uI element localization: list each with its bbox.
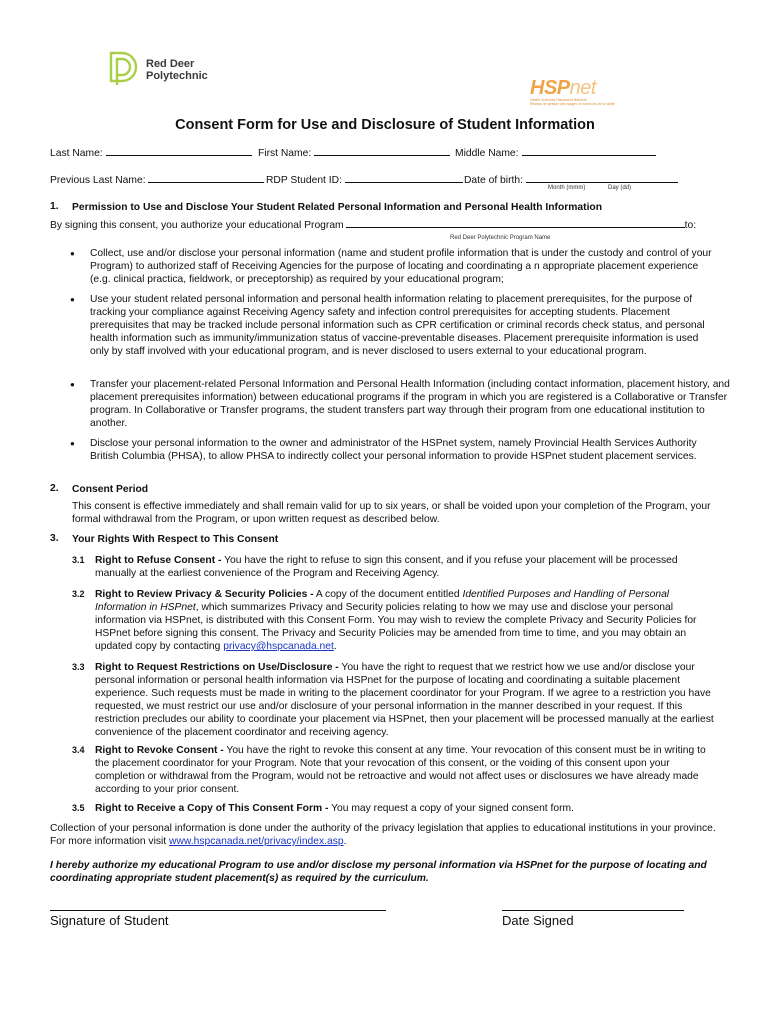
middle-name-input-line[interactable] bbox=[522, 146, 656, 156]
item-3-2-number: 3.2 bbox=[72, 589, 85, 599]
rdp-student-id-field[interactable] bbox=[266, 173, 463, 187]
item-3-5: Right to Receive a Copy of This Consent Form - You may request a copy of your signed consent form. bbox=[95, 803, 574, 814]
red-deer-polytechnic-logo bbox=[108, 50, 223, 90]
collection-statement: Collection of your personal information is done under the authority of the privacy legislation that applies to educational institutions in your province. For more information visit www.hspcanada.net/privacy/index.asp. bbox=[50, 823, 716, 847]
section1-bullet-2: Use your student related personal information and personal health information relating to placement prerequisites, for the purpose of tracking your compliance against Receiving Agency safety and infection control prerequisites for accepting students. Placement prerequisites that may be tracked include personal information such as CPR certification or criminal records check status, and personal health information such as immunity/immunization status of vaccine-preventable diseases. Placement prerequisite information is used only by staff involved with your educational program, and is never disclosed to users external to your educational program. bbox=[90, 294, 705, 357]
day-hint: Day (dd) bbox=[608, 185, 632, 191]
student-signature-line[interactable] bbox=[50, 910, 386, 911]
section2-number: 2. bbox=[50, 483, 59, 494]
rdp-logo-mark-icon bbox=[108, 50, 142, 88]
authorization-statement: I hereby authorize my educational Program to use and/or disclose my personal information via HSPnet for the purpose of locating and coordinating appropriate student placement(s) as required by the curriculum. bbox=[50, 860, 707, 884]
previous-last-name-label: Previous Last Name: bbox=[50, 175, 146, 186]
section2-title: Consent Period bbox=[72, 484, 149, 495]
section2-text: This consent is effective immediately and shall remain valid for up to six years, or shall be voided upon your completion of the Program, your formal withdrawal from the Program, or upon written request as described below. bbox=[72, 501, 711, 525]
rdp-logo-line1: Red Deer bbox=[146, 58, 195, 70]
bullet-icon: ● bbox=[70, 439, 75, 448]
last-name-input-line[interactable] bbox=[106, 146, 252, 156]
section1-bullet-1: Collect, use and/or disclose your personal information (name and student profile information that is under the custody and control of your Program) to authorized staff of Receiving Agencies for the purpose of locating and coordinating a n appropriate placement experience (e.g. clinical practica, fieldwork, or preceptorship) as required by your educational program; bbox=[90, 248, 712, 285]
hspnet-logo-mark: HSPnet bbox=[530, 77, 596, 99]
first-name-field[interactable] bbox=[258, 146, 450, 160]
section1-number: 1. bbox=[50, 201, 59, 212]
middle-name-field[interactable] bbox=[455, 146, 656, 160]
bullet-icon: ● bbox=[70, 380, 75, 389]
date-of-birth-label: Date of birth: bbox=[464, 175, 523, 186]
month-hint: Month (mmm) bbox=[548, 185, 586, 191]
date-signed-line[interactable] bbox=[502, 910, 684, 911]
section3-title: Your Rights With Respect to This Consent bbox=[72, 534, 279, 545]
rdp-logo-line2: Polytechnic bbox=[146, 70, 208, 82]
first-name-input-line[interactable] bbox=[314, 146, 450, 156]
section1-bullet-3: Transfer your placement-related Personal Information and Personal Health Information (including contact information, placement history, and placement prerequisites information) between educational programs if the program in which you are registered is a Collaborative or Transfer program. In Collaborative or Transfer programs, the student transfers part way through their program from one educational institution to another. bbox=[90, 379, 730, 429]
middle-name-label: Middle Name: bbox=[455, 148, 519, 159]
item-3-3: Right to Request Restrictions on Use/Disclosure - You have the right to request that we restrict how we use and/or disclose your personal information or personal health information via HSPnet for the purpose of locating and coordinating a suitable placement experience. Such requests must be made in writing to the placement coordinator for your Program. If we agree to a restriction you have requested, we must restrict our use and/or disclosure of your personal information in the manner described in your request. If this restriction precludes our ability to coordinate your placement via HSPnet, then your placement will be processed manually at the earliest convenience of the placement coordinator and receiving agency. bbox=[95, 662, 714, 738]
bullet-icon: ● bbox=[70, 295, 75, 304]
item-3-2: Right to Review Privacy & Security Policies - A copy of the document entitled Identified Purposes and Handling of Personal Information in HSPnet, which summarizes Privacy and Security policies relating to how we may use and disclose your personal information via HSPnet, is distributed with this Consent Form. You may wish to review the complete Privacy and Security Policies for HSPnet before signing this consent. The Privacy and Security Policies may be amended from time to time, and you may obtain an updated copy by contacting privacy@hspcanada.net. bbox=[95, 589, 697, 652]
rdp-student-id-label: RDP Student ID: bbox=[266, 175, 342, 186]
student-signature-label: Signature of Student bbox=[50, 913, 169, 928]
date-of-birth-input-line[interactable] bbox=[526, 173, 678, 183]
previous-last-name-input-line[interactable] bbox=[148, 173, 264, 183]
item-3-4-number: 3.4 bbox=[72, 745, 85, 755]
section1-bullet-4: Disclose your personal information to the owner and administrator of the HSPnet system, namely Provincial Health Services Authority British Columbia (PHSA), to allow PHSA to indirectly collect your personal information to provide HSPnet student placement services. bbox=[90, 438, 697, 462]
program-field[interactable] bbox=[50, 218, 696, 232]
privacy-url-link[interactable]: www.hspcanada.net/privacy/index.asp bbox=[169, 836, 344, 847]
hspnet-logo-sub2: Réseau de gestion des stages en sciences de la santé bbox=[530, 102, 615, 106]
program-intro: By signing this consent, you authorize your educational Program bbox=[50, 220, 344, 231]
program-to: to: bbox=[684, 220, 697, 231]
previous-last-name-field[interactable] bbox=[50, 173, 264, 187]
program-name-input-line[interactable] bbox=[346, 218, 685, 228]
first-name-label: First Name: bbox=[258, 148, 312, 159]
last-name-field[interactable] bbox=[50, 146, 252, 160]
hspnet-logo bbox=[530, 78, 635, 108]
item-3-4: Right to Revoke Consent - You have the right to revoke this consent at any time. Your revocation of this consent must be in writing to the placement coordinator for your Program. Note that your revocation of this consent, or the voiding of this consent upon your completion or withdrawal from the Program, would not be retroactive and would not affect uses or disclosures we have already made according to your prior consent. bbox=[95, 745, 706, 795]
rdp-student-id-input-line[interactable] bbox=[345, 173, 463, 183]
program-name-hint: Red Deer Polytechnic Program Name bbox=[450, 235, 551, 241]
page-title: Consent Form for Use and Disclosure of Student Information bbox=[175, 117, 595, 133]
item-3-1-number: 3.1 bbox=[72, 555, 85, 565]
date-signed-label: Date Signed bbox=[502, 913, 574, 928]
hspnet-logo-sub1: Health Sciences Placement Network bbox=[530, 98, 587, 102]
bullet-icon: ● bbox=[70, 249, 75, 258]
section1-title: Permission to Use and Disclose Your Student Related Personal Information and Personal Health Information bbox=[72, 202, 603, 213]
item-3-5-number: 3.5 bbox=[72, 803, 85, 813]
last-name-label: Last Name: bbox=[50, 148, 103, 159]
item-3-3-number: 3.3 bbox=[72, 662, 85, 672]
section3-number: 3. bbox=[50, 533, 59, 544]
item-3-1: Right to Refuse Consent - You have the right to refuse to sign this consent, and if you refuse your placement will be processed manually at the earliest convenience of the Program and Receiving Agency. bbox=[95, 555, 678, 579]
privacy-email-link[interactable]: privacy@hspcanada.net bbox=[223, 641, 334, 652]
